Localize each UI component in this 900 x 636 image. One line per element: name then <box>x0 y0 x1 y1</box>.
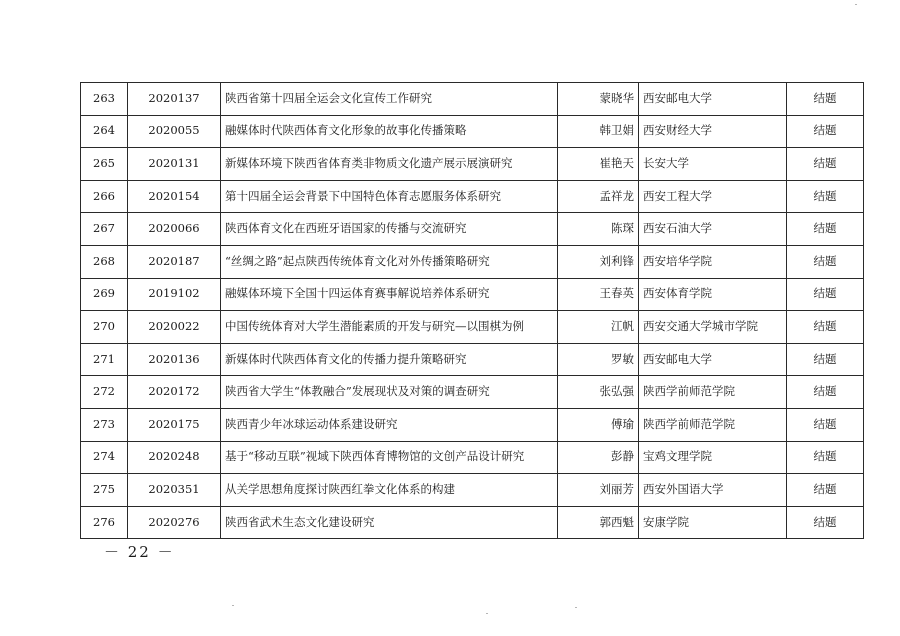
institution-cell: 陕西学前师范学院 <box>639 376 787 409</box>
row-number-cell: 264 <box>81 115 128 148</box>
project-code-cell: 2020022 <box>128 311 221 344</box>
table-row <box>81 474 864 507</box>
institution-cell: 宝鸡文理学院 <box>639 441 787 474</box>
institution-cell: 西安工程大学 <box>639 180 787 213</box>
status-cell: 结题 <box>787 506 864 539</box>
project-title-cell: 基于“移动互联”视域下陕西体育博物馆的文创产品设计研究 <box>221 441 558 474</box>
institution-cell: 安康学院 <box>639 506 787 539</box>
project-leader-cell: 郭西魁 <box>558 506 639 539</box>
table-row <box>81 83 864 116</box>
project-code-cell: 2020136 <box>128 343 221 376</box>
project-leader-cell: 刘丽芳 <box>558 474 639 507</box>
project-title-cell: 融媒体时代陕西体育文化形象的故事化传播策略 <box>221 115 558 148</box>
project-title-cell: 陕西省大学生“体教融合”发展现状及对策的调查研究 <box>221 376 558 409</box>
table-row <box>81 148 864 181</box>
scan-speck <box>232 605 234 606</box>
project-leader-cell: 傅瑜 <box>558 408 639 441</box>
project-code-cell: 2020154 <box>128 180 221 213</box>
project-code-cell: 2019102 <box>128 278 221 311</box>
institution-cell: 西安体育学院 <box>639 278 787 311</box>
status-cell: 结题 <box>787 83 864 116</box>
project-title-cell: 第十四届全运会背景下中国特色体育志愿服务体系研究 <box>221 180 558 213</box>
project-code-cell: 2020351 <box>128 474 221 507</box>
project-leader-cell: 韩卫娟 <box>558 115 639 148</box>
status-cell: 结题 <box>787 148 864 181</box>
row-number-cell: 266 <box>81 180 128 213</box>
scan-speck <box>855 4 857 5</box>
table-row <box>81 180 864 213</box>
row-number-cell: 267 <box>81 213 128 246</box>
project-leader-cell: 崔艳天 <box>558 148 639 181</box>
table-row <box>81 213 864 246</box>
project-title-cell: 陕西省第十四届全运会文化宣传工作研究 <box>221 83 558 116</box>
row-number-cell: 275 <box>81 474 128 507</box>
project-code-cell: 2020187 <box>128 245 221 278</box>
project-leader-cell: 孟祥龙 <box>558 180 639 213</box>
row-number-cell: 265 <box>81 148 128 181</box>
project-code-cell: 2020248 <box>128 441 221 474</box>
status-cell: 结题 <box>787 180 864 213</box>
project-table-body <box>81 83 864 539</box>
row-number-cell: 274 <box>81 441 128 474</box>
institution-cell: 西安外国语大学 <box>639 474 787 507</box>
project-leader-cell: 王春英 <box>558 278 639 311</box>
table-row <box>81 343 864 376</box>
status-cell: 结题 <box>787 376 864 409</box>
project-code-cell: 2020276 <box>128 506 221 539</box>
project-code-cell: 2020175 <box>128 408 221 441</box>
page-number: － 22 － <box>104 543 175 561</box>
institution-cell: 长安大学 <box>639 148 787 181</box>
row-number-cell: 272 <box>81 376 128 409</box>
institution-cell: 陕西学前师范学院 <box>639 408 787 441</box>
row-number-cell: 269 <box>81 278 128 311</box>
project-code-cell: 2020172 <box>128 376 221 409</box>
status-cell: 结题 <box>787 213 864 246</box>
table-row <box>81 278 864 311</box>
project-leader-cell: 罗敏 <box>558 343 639 376</box>
project-code-cell: 2020137 <box>128 83 221 116</box>
scan-speck <box>575 607 577 608</box>
project-title-cell: 从关学思想角度探讨陕西红拳文化体系的构建 <box>221 474 558 507</box>
project-title-cell: 新媒体时代陕西体育文化的传播力提升策略研究 <box>221 343 558 376</box>
table-row <box>81 311 864 344</box>
project-code-cell: 2020066 <box>128 213 221 246</box>
table-row <box>81 408 864 441</box>
institution-cell: 西安培华学院 <box>639 245 787 278</box>
institution-cell: 西安交通大学城市学院 <box>639 311 787 344</box>
row-number-cell: 263 <box>81 83 128 116</box>
project-title-cell: 新媒体环境下陕西省体育类非物质文化遗产展示展演研究 <box>221 148 558 181</box>
row-number-cell: 276 <box>81 506 128 539</box>
table-row <box>81 245 864 278</box>
table-row <box>81 115 864 148</box>
project-leader-cell: 蒙晓华 <box>558 83 639 116</box>
project-leader-cell: 刘利锋 <box>558 245 639 278</box>
project-leader-cell: 彭静 <box>558 441 639 474</box>
institution-cell: 西安石油大学 <box>639 213 787 246</box>
status-cell: 结题 <box>787 343 864 376</box>
project-code-cell: 2020131 <box>128 148 221 181</box>
table-row <box>81 506 864 539</box>
project-title-cell: 融媒体环境下全国十四运体育赛事解说培养体系研究 <box>221 278 558 311</box>
row-number-cell: 271 <box>81 343 128 376</box>
institution-cell: 西安邮电大学 <box>639 83 787 116</box>
project-title-cell: 陕西青少年冰球运动体系建设研究 <box>221 408 558 441</box>
status-cell: 结题 <box>787 115 864 148</box>
table-row <box>81 441 864 474</box>
project-leader-cell: 江帆 <box>558 311 639 344</box>
project-leader-cell: 陈琛 <box>558 213 639 246</box>
status-cell: 结题 <box>787 311 864 344</box>
status-cell: 结题 <box>787 278 864 311</box>
institution-cell: 西安财经大学 <box>639 115 787 148</box>
project-title-cell: 中国传统体育对大学生潜能素质的开发与研究—以围棋为例 <box>221 311 558 344</box>
project-title-cell: 陕西体育文化在西班牙语国家的传播与交流研究 <box>221 213 558 246</box>
scan-speck <box>486 613 488 614</box>
status-cell: 结题 <box>787 245 864 278</box>
status-cell: 结题 <box>787 408 864 441</box>
project-title-cell: “丝绸之路”起点陕西传统体育文化对外传播策略研究 <box>221 245 558 278</box>
row-number-cell: 273 <box>81 408 128 441</box>
row-number-cell: 268 <box>81 245 128 278</box>
project-title-cell: 陕西省武术生态文化建设研究 <box>221 506 558 539</box>
row-number-cell: 270 <box>81 311 128 344</box>
status-cell: 结题 <box>787 474 864 507</box>
project-code-cell: 2020055 <box>128 115 221 148</box>
table-row <box>81 376 864 409</box>
institution-cell: 西安邮电大学 <box>639 343 787 376</box>
project-table <box>80 82 864 539</box>
project-leader-cell: 张弘强 <box>558 376 639 409</box>
status-cell: 结题 <box>787 441 864 474</box>
